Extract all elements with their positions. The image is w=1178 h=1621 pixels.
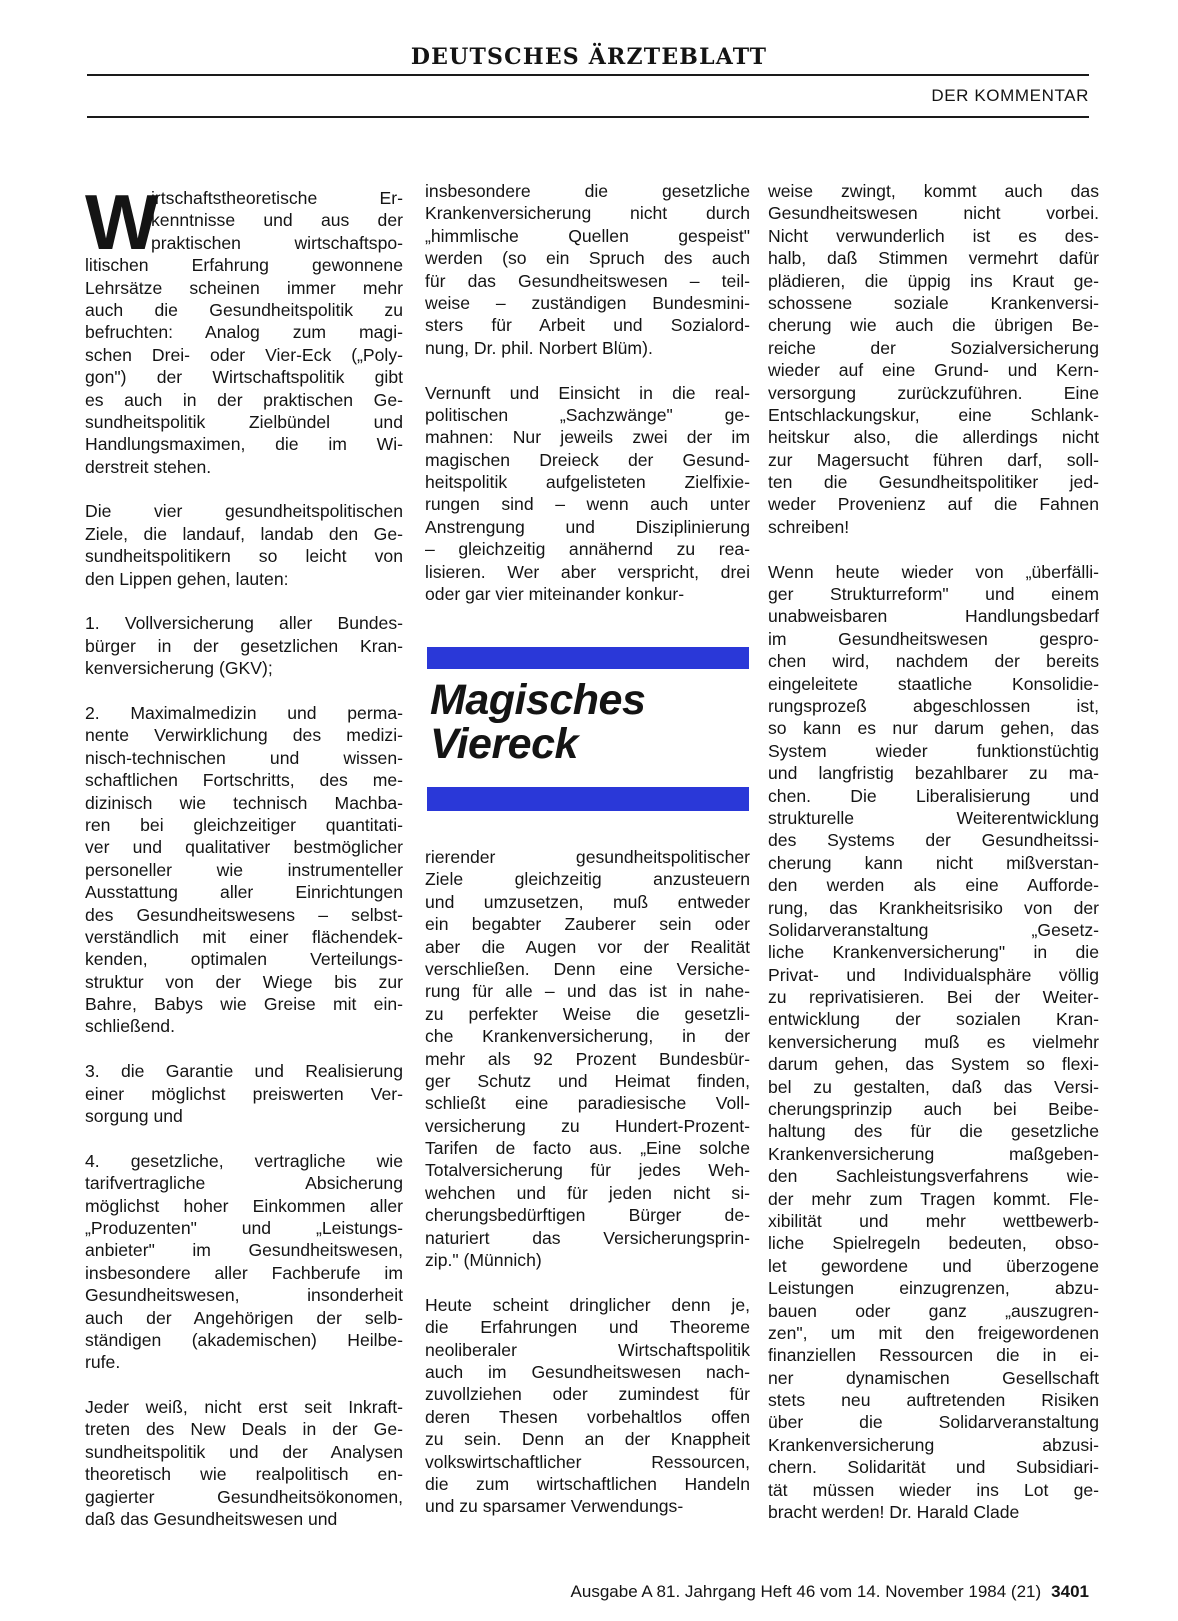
text-line: ren bei gleichzeitiger quantitati- [85,814,403,835]
text-line: irtschaftstheoretische Er- [151,188,403,208]
text-line: neoliberaler Wirtschaftspolitik [425,1339,750,1360]
text-line: Ausstattung aller Einrichtungen [85,882,403,903]
text-column-1 [85,178,403,1530]
text-line: litischen Erfahrung gewonnene [85,255,403,276]
text-line: rung für alle – und das ist in nahe- [425,981,750,1002]
text-line: personeller wie instrumenteller [85,859,403,880]
text-line: zur Magersucht führen darf, soll- [768,449,1099,470]
paragraph-gap [85,1038,403,1060]
text-line: cherung kann nicht mißverstan- [768,852,1099,873]
text-line: schließt eine paradiesische Voll- [425,1093,750,1114]
text-line: auch im Gesundheitswesen nach- [425,1361,750,1382]
text-line: ständigen (akademischen) Heilbe- [85,1329,403,1350]
text-line: kenversicherung muß es vielmehr [768,1031,1099,1052]
text-line: – gleichzeitig annähernd zu rea- [425,539,750,560]
text-line: darum gehen, das System so flexi- [768,1054,1099,1075]
text-line: zen", um mit den freigewordenen [768,1322,1099,1343]
text-line: zu sein. Denn an der Knappheit [425,1429,750,1450]
text-line: es auch in der praktischen Ge- [85,389,403,410]
text-line: naturiert das Versicherungsprin- [425,1227,750,1248]
text-line: cherungsprinzip auch bei Beibe- [768,1099,1099,1120]
text-line: halb, daß Stimmen vermehrt dafür [768,248,1099,269]
text-line: auch der Angehörigen der selb- [85,1307,403,1328]
text-line: volkswirtschaftlicher Ressourcen, [425,1451,750,1472]
masthead: DEUTSCHES ÄRZTEBLATT [410,44,768,70]
masthead-rule [87,74,1089,76]
text-line: deren Thesen vorbehaltlos offen [425,1406,750,1427]
text-line: Krankenversicherung maßgeben- [768,1143,1099,1164]
title-bar-top [427,647,749,669]
text-line: wehchen und für jeden nicht si- [425,1182,750,1203]
text-line: zip." (Münnich) [425,1250,542,1271]
text-line: rufe. [85,1352,121,1373]
text-line: mehr als 92 Prozent Bundesbür- [425,1048,750,1069]
text-line: den Sachleistungsverfahrens wie- [768,1166,1099,1187]
text-line: möglichst hoher Einkommen aller [85,1195,403,1216]
text-line: zu perfekter Weise die gesetzli- [425,1003,750,1024]
text-line: wieder auf eine Grund- und Kern- [768,360,1099,381]
text-line: stets neu auftretenden Risiken [768,1390,1099,1411]
text-line: 4. gesetzliche, vertragliche wie [85,1150,403,1171]
text-line: sundheitspolitik Zielbündel und [85,411,403,432]
text-line: Entschlackungskur, eine Schlank- [768,404,1099,425]
text-line: Tarifen de facto aus. „Eine solche [425,1138,750,1159]
text-line: nisch-technischen und wissen- [85,747,403,768]
text-line: aber die Augen vor der Realität [425,936,750,957]
text-line: über die Solidarveranstaltung [768,1412,1099,1433]
text-line: heitspolitik aufgelisteten Zielfixie- [425,472,750,493]
text-line: ten die Gesundheitspolitiker jed- [768,472,1099,493]
text-line: tarifvertragliche Absicherung [85,1173,403,1194]
section-label: DER KOMMENTAR [931,86,1089,105]
text-line: politischen „Sachzwänge" ge- [425,404,750,425]
text-line: haltung des für die gesetzliche [768,1121,1099,1142]
text-line: schreiben! [768,516,850,537]
text-line: „himmlische Quellen gespeist" [425,225,750,246]
text-line: gon") der Wirtschaftspolitik gibt [85,367,403,388]
text-line: liche Spielregeln bedeuten, obso- [768,1233,1099,1254]
text-line: Nicht verwunderlich ist es des- [768,225,1099,246]
title-line-2: Viereck [430,720,578,768]
text-line: 1. Vollversicherung aller Bundes- [85,613,403,634]
drop-cap: W [85,178,157,266]
article-title [430,678,645,766]
text-line: Lehrsätze scheinen immer mehr [85,277,403,298]
text-line: entwicklung der sozialen Kran- [768,1009,1099,1030]
text-line: Bahre, Babys wie Greise mit ein- [85,994,403,1015]
text-line: rungen sind – wenn auch unter [425,494,750,515]
text-line: praktischen wirtschaftspo- [151,232,403,253]
text-line: einer möglichst preiswerten Ver- [85,1083,403,1104]
text-column-2-top [425,180,750,605]
text-line: derstreit stehen. [85,456,212,477]
text-line: schossene soziale Krankenversi- [768,292,1099,313]
text-line: weise zwingt, kommt auch das [768,181,1099,201]
text-line: den werden als eine Aufforde- [768,875,1099,896]
text-line: kenversicherung (GKV); [85,658,273,679]
text-line: magischen Dreieck der Gesund- [425,449,750,470]
text-line: sters für Arbeit und Sozialord- [425,315,750,336]
section-rule [87,116,1089,118]
text-line: Ziele, die landauf, landab den Ge- [85,523,403,544]
text-line: rierender gesundheitspolitischer [425,847,750,867]
text-line: und umzusetzen, muß entweder [425,891,750,912]
text-line: rung, das Krankheitsrisiko von der [768,897,1099,918]
text-line: sorgung und [85,1106,183,1127]
text-line: Ziele gleichzeitig anzusteuern [425,869,750,890]
text-line: kenden, optimalen Verteilungs- [85,949,403,970]
text-line: des Systems der Gesundheitssi- [768,830,1099,851]
text-line: cherungsbedürftigen Bürger de- [425,1205,750,1226]
text-line: nung, Dr. phil. Norbert Blüm). [425,337,653,358]
edition-info: Ausgabe A 81. Jahrgang Heft 46 vom 14. November 1984 (21) [570,1582,1042,1601]
text-line: zu reprivatisieren. Bei der Weiter- [768,987,1099,1008]
text-line: daß das Gesundheitswesen und [85,1509,338,1530]
text-line: im Gesundheitswesen gespro- [768,628,1099,649]
text-line: der mehr zum Tragen kommt. Fle- [768,1188,1099,1209]
text-line: versicherung zu Hundert-Prozent- [425,1115,750,1136]
text-line: Vernunft und Einsicht in die real- [425,382,750,403]
text-line: liche Krankenversicherung" in die [768,942,1099,963]
text-line: die zum wirtschaftlichen Handeln [425,1473,750,1494]
text-line: heitskur also, die allerdings nicht [768,427,1099,448]
text-line: zuvollziehen oder zumindest für [425,1384,750,1405]
text-line: Wenn heute wieder von „überfälli- [768,561,1099,582]
paragraph-gap [85,680,403,702]
text-column-2-bottom [425,846,750,1518]
text-line: sundheitspolitikern so leicht von [85,546,403,567]
title-bar-bottom [427,787,749,811]
text-line: Krankenversicherung abzusi- [768,1434,1099,1455]
page-number: 3401 [1051,1582,1089,1601]
text-column-3 [768,180,1099,1523]
text-line: che Krankenversicherung, in der [425,1026,750,1047]
text-line: bracht werden! Dr. Harald Clade [768,1502,1020,1523]
text-line: den Lippen gehen, lauten: [85,568,289,589]
text-line: Totalversicherung für jedes Weh- [425,1160,750,1181]
text-line: Krankenversicherung nicht durch [425,203,750,224]
text-line: chen wird, nachdem der bereits [768,651,1099,672]
text-line: des Gesundheitswesens – selbst- [85,904,403,925]
text-line: weise – zuständigen Bundesmini- [425,292,750,313]
text-line: schließend. [85,1016,175,1037]
text-line: mahnen: Nur jeweils zwei der im [425,427,750,448]
text-line: sundheitspolitik und der Analysen [85,1441,403,1462]
text-line: let gewordene und überzogene [768,1255,1099,1276]
text-line: insbesondere aller Fachberufe im [85,1262,403,1283]
text-line: lisieren. Wer aber verspricht, drei [425,561,750,582]
text-line: struktur von der Wiege bis zur [85,971,403,992]
text-line: verschließen. Denn eine Versiche- [425,958,750,979]
title-line-1: Magisches [430,676,646,724]
text-line: ein begabter Zauberer sein oder [425,914,750,935]
text-line: Solidarveranstaltung „Gesetz- [768,919,1099,940]
text-line: strukturelle Weiterentwicklung [768,807,1099,828]
text-line: unabweisbaren Handlungsbedarf [768,606,1099,627]
text-line: reiche der Sozialversicherung [768,337,1099,358]
paragraph-gap [85,1127,403,1149]
text-line: auch die Gesundheitspolitik zu [85,299,403,320]
text-line: plädieren, die üppig ins Kraut ge- [768,270,1099,291]
text-line: Leistungen einzugrenzen, abzu- [768,1278,1099,1299]
text-line: ver und qualitativer bestmöglicher [85,837,403,858]
text-line: für das Gesundheitswesen – teil- [425,270,750,291]
text-line: anbieter" im Gesundheitswesen, [85,1240,403,1261]
text-line: ger Strukturreform" und einem [768,584,1099,605]
text-line: nente Verwirklichung des medizi- [85,725,403,746]
text-line: und zu sparsamer Verwendungs- [425,1496,684,1517]
text-line: befruchten: Analog zum magi- [85,322,403,343]
text-line: tät müssen wieder ins Lot ge- [768,1479,1099,1500]
paragraph-gap [425,359,750,381]
text-line: 2. Maximalmedizin und perma- [85,702,403,723]
text-line: bel zu gestalten, daß das Versi- [768,1076,1099,1097]
text-line: oder gar vier miteinander konkur- [425,584,685,605]
text-line: gagierter Gesundheitsökonomen, [85,1486,403,1507]
text-line: ger Schutz und Heimat finden, [425,1070,750,1091]
text-line: dizinisch wie technisch Machba- [85,792,403,813]
text-line: Privat- und Individualsphäre völlig [768,964,1099,985]
text-line: „Produzenten" und „Leistungs- [85,1217,403,1238]
text-line: die Erfahrungen und Theoreme [425,1317,750,1338]
text-line: versorgung zurückzuführen. Eine [768,382,1099,403]
text-line: insbesondere die gesetzliche [425,181,750,201]
text-line: finanziellen Ressourcen die in ei- [768,1345,1099,1366]
text-line: kenntnisse und aus der [151,210,403,231]
text-line: eingeleitete staatliche Konsolidie- [768,673,1099,694]
text-line: treten des New Deals in der Ge- [85,1419,403,1440]
text-line: Heute scheint dringlicher denn je, [425,1294,750,1315]
text-line: rungsprozeß abgeschlossen ist, [768,695,1099,716]
text-line: weder Provenienz auf die Fahnen [768,494,1099,515]
text-line: chern. Solidarität und Subsidiari- [768,1457,1099,1478]
text-line: werden (so ein Spruch des auch [425,248,750,269]
text-line: Gesundheitswesen nicht vorbei. [768,203,1099,224]
text-line: ner dynamischen Gesellschaft [768,1367,1099,1388]
text-line: System wieder funktionstüchtig [768,740,1099,761]
text-line: bauen oder ganz „auszugren- [768,1300,1099,1321]
text-line: theoretisch wie realpolitisch en- [85,1464,403,1485]
text-line: 3. die Garantie und Realisierung [85,1061,403,1082]
text-line: und langfristig bezahlbarer zu ma- [768,763,1099,784]
paragraph-gap [85,1374,403,1396]
text-line: Gesundheitswesen, insonderheit [85,1285,403,1306]
text-line: schen Drei- oder Vier-Eck („Poly- [85,344,403,365]
paragraph-gap [85,590,403,612]
text-line: Handlungsmaximen, die im Wi- [85,434,403,455]
text-line: so kann es nur darum gehen, das [768,718,1099,739]
text-line: verständlich mit einer flächendek- [85,926,403,947]
text-line: schaftlichen Fortschritts, des me- [85,770,403,791]
page-footer [0,1582,1089,1602]
paragraph-gap [85,478,403,500]
paragraph-gap [425,1271,750,1293]
text-line: cherung wie auch die übrigen Be- [768,315,1099,336]
text-line: Die vier gesundheitspolitischen [85,501,403,522]
text-line: Jeder weiß, nicht erst seit Inkraft- [85,1397,403,1418]
text-line: Anstrengung und Disziplinierung [425,516,750,537]
text-line: chen. Die Liberalisierung und [768,785,1099,806]
text-line: bürger in der gesetzlichen Kran- [85,635,403,656]
text-line: xibilität und mehr wettbewerb- [768,1210,1099,1231]
paragraph-gap [768,538,1099,560]
